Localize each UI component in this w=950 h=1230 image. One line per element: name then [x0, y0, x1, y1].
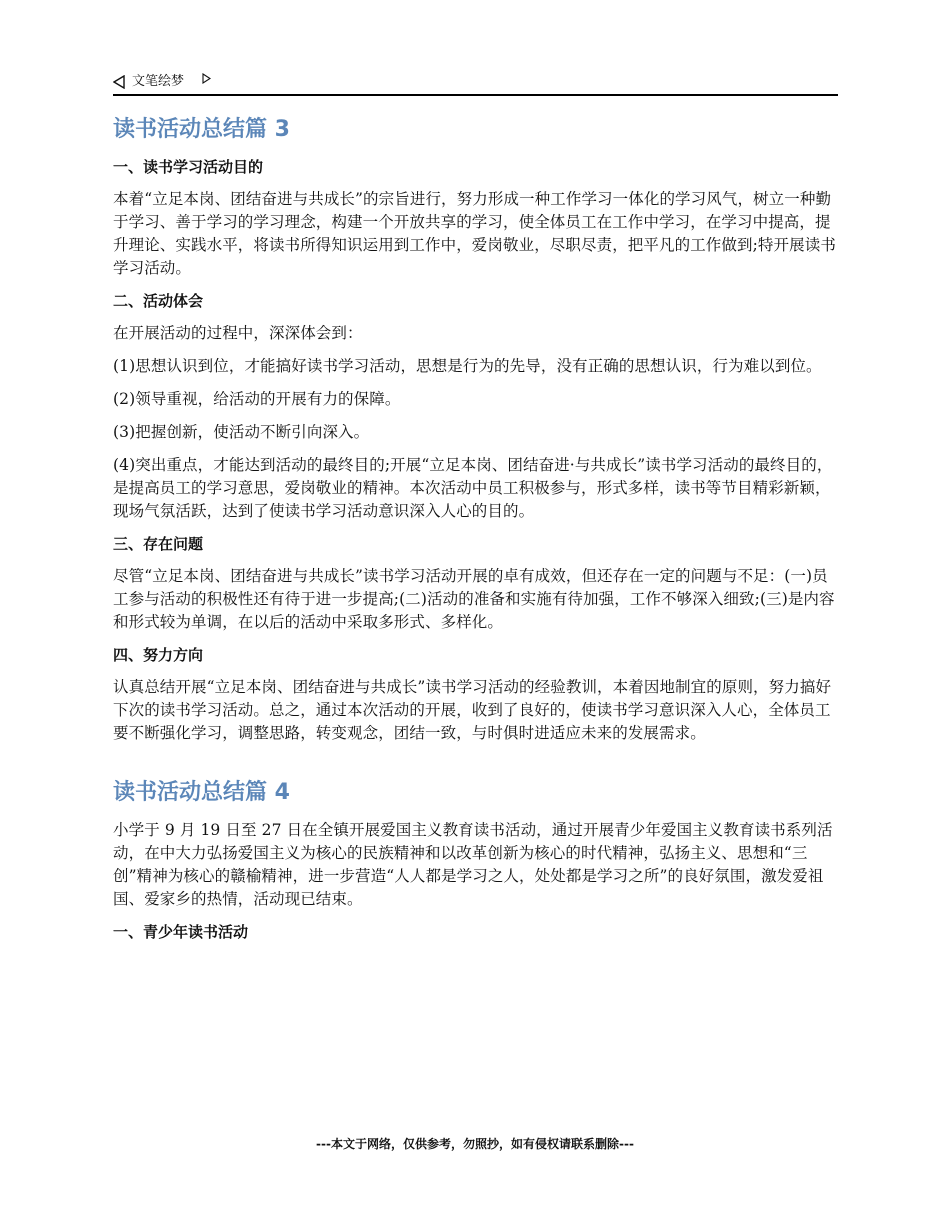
section-3-heading-direction: 四、努力方向	[113, 646, 204, 664]
section-3-paragraph-direction: 认真总结开展“立足本岗、团结奋进与共成长”读书学习活动的经验教训，本着因地制宜的原则，努力搞好下次的读书学习活动。总之，通过本次活动的开展，收到了良好的，使读书学习意识深入人心，全体员工要不断强化学习，调整思路，转变观念，团结一致，与时俱时进适应未来的发展需求。	[113, 678, 832, 742]
section-3-point-2: (2)领导重视，给活动的开展有力的保障。	[113, 390, 401, 408]
triangle-right-icon	[202, 73, 211, 84]
section-3-heading-experience: 二、活动体会	[113, 292, 204, 310]
section-3-paragraph-purpose: 本着“立足本岗、团结奋进与共成长”的宗旨进行，努力形成一种工作学习一体化的学习风气，树立一种勤于学习、善于学习的学习理念，构建一个开放共享的学习，使全体员工在工作中学习，在学习中提高，提升理论、实践水平，将读书所得知识运用到工作中，爱岗敬业，尽职尽责，把平凡的工作做到;特开展读书学习活动。	[113, 190, 836, 277]
document-body	[113, 108, 843, 953]
section-4-paragraph-intro: 小学于 9 月 19 日至 27 日在全镇开展爱国主义教育读书活动，通过开展青少年爱国主义教育读书系列活动，在中大力弘扬爱国主义为核心的民族精神和以改革创新为核心的时代精神，弘扬主义、思想和“三创”精神为核心的赣榆精神，进一步营造“人人都是学习之人，处处都是学习之所”的良好氛围，激发爱祖国、爱家乡的热情，活动现已结束。	[113, 821, 833, 908]
section-3-paragraph-intro: 在开展活动的过程中，深深体会到：	[113, 324, 363, 342]
triangle-left-icon	[113, 75, 125, 89]
section-3-heading-problems: 三、存在问题	[113, 535, 204, 553]
section-3-heading-purpose: 一、读书学习活动目的	[113, 158, 264, 176]
section-3-point-1: (1)思想认识到位，才能搞好读书学习活动，思想是行为的先导，没有正确的思想认识，行为难以到位。	[113, 357, 822, 375]
section-3-point-4: (4)突出重点，才能达到活动的最终目的;开展“立足本岗、团结奋进·与共成长”读书学习活动的最终目的，是提高员工的学习意思，爱岗敬业的精神。本次活动中员工积极参与，形式多样，读书等节目精彩新颖，现场气氛活跃，达到了使读书学习活动意识深入人心的目的。	[113, 456, 833, 520]
section-4-heading-youth-reading: 一、青少年读书活动	[113, 923, 249, 941]
section-spacer	[113, 755, 843, 771]
brand-name: 文笔绘梦	[132, 74, 185, 89]
section-3-title: 读书活动总结篇 3	[113, 117, 290, 142]
section-3-paragraph-problems: 尽管“立足本岗、团结奋进与共成长”读书学习活动开展的卓有成效，但还存在一定的问题与不足：(一)员工参与活动的积极性还有待于进一步提高;(二)活动的准备和实施有待加强，工作不够深入细致;(三)是内容和形式较为单调，在以后的活动中采取多形式、多样化。	[113, 567, 835, 631]
section-4-title: 读书活动总结篇 4	[113, 780, 290, 805]
section-3-point-3: (3)把握创新，使活动不断引向深入。	[113, 423, 370, 441]
page-header	[113, 70, 838, 96]
page-footer-disclaimer: ---本文于网络，仅供参考，勿照抄，如有侵权请联系删除---	[316, 1137, 634, 1151]
